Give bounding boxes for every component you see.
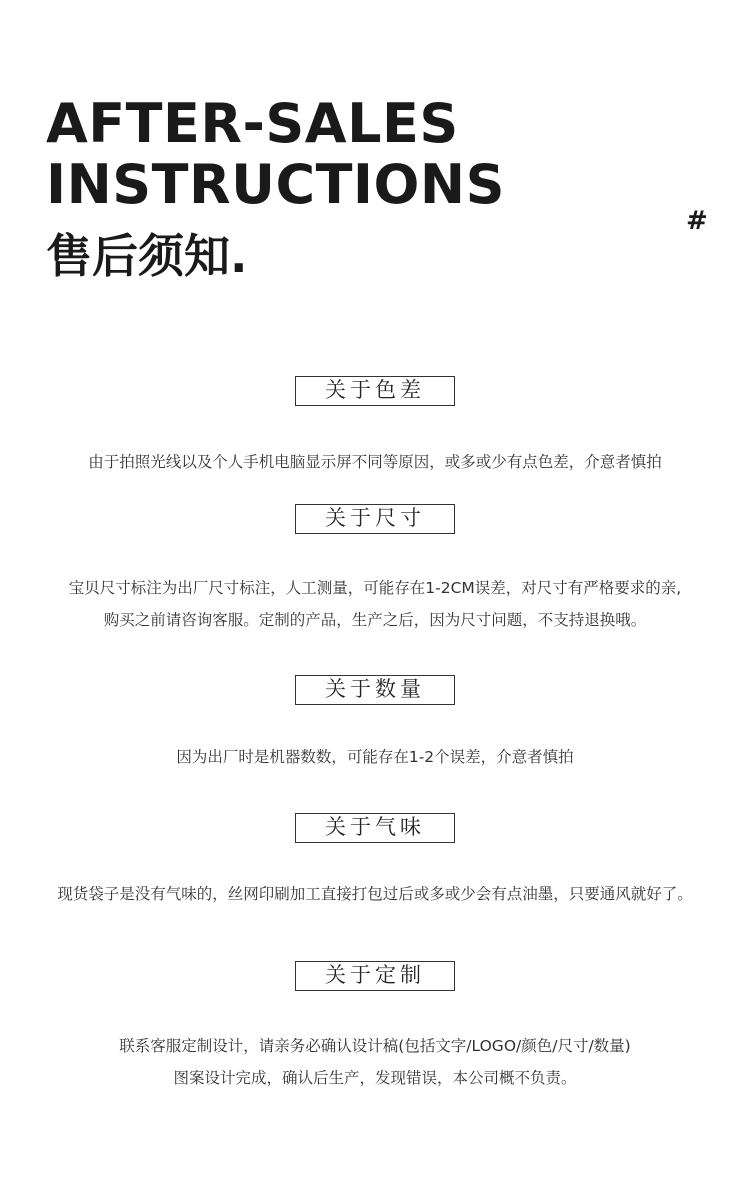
page-title-en-line1: AFTER-SALES [46,92,459,155]
page-title-cn: 售后须知. [46,229,248,283]
hash-icon: # [686,206,708,236]
section-text-size-line2: 购买之前请咨询客服。定制的产品，生产之后，因为尺寸问题，不支持退换哦。 [103,611,647,629]
section-text-quantity-line1: 因为出厂时是机器数数，可能存在1-2个误差，介意者慎拍 [176,748,574,766]
section-text-custom-line2: 图案设计完成，确认后生产，发现错误，本公司概不负责。 [173,1069,577,1087]
section-heading-color: 关于色差 [295,376,455,406]
section-heading-smell: 关于气味 [295,813,455,843]
section-heading-size: 关于尺寸 [295,504,455,534]
section-text-color-line1: 由于拍照光线以及个人手机电脑显示屏不同等原因，或多或少有点色差，介意者慎拍 [88,453,662,471]
section-text-size-line1: 宝贝尺寸标注为出厂尺寸标注，人工测量，可能存在1-2CM误差，对尺寸有严格要求的亲, [68,579,682,597]
page-title-en-line2: INSTRUCTIONS [46,153,505,216]
section-heading-custom: 关于定制 [295,961,455,991]
section-text-smell-line1: 现货袋子是没有气味的，丝网印刷加工直接打包过后或多或少会有点油墨，只要通风就好了。 [57,885,693,903]
section-heading-quantity: 关于数量 [295,675,455,705]
section-text-custom-line1: 联系客服定制设计，请亲务必确认设计稿(包括文字/LOGO/颜色/尺寸/数量) [119,1037,631,1055]
